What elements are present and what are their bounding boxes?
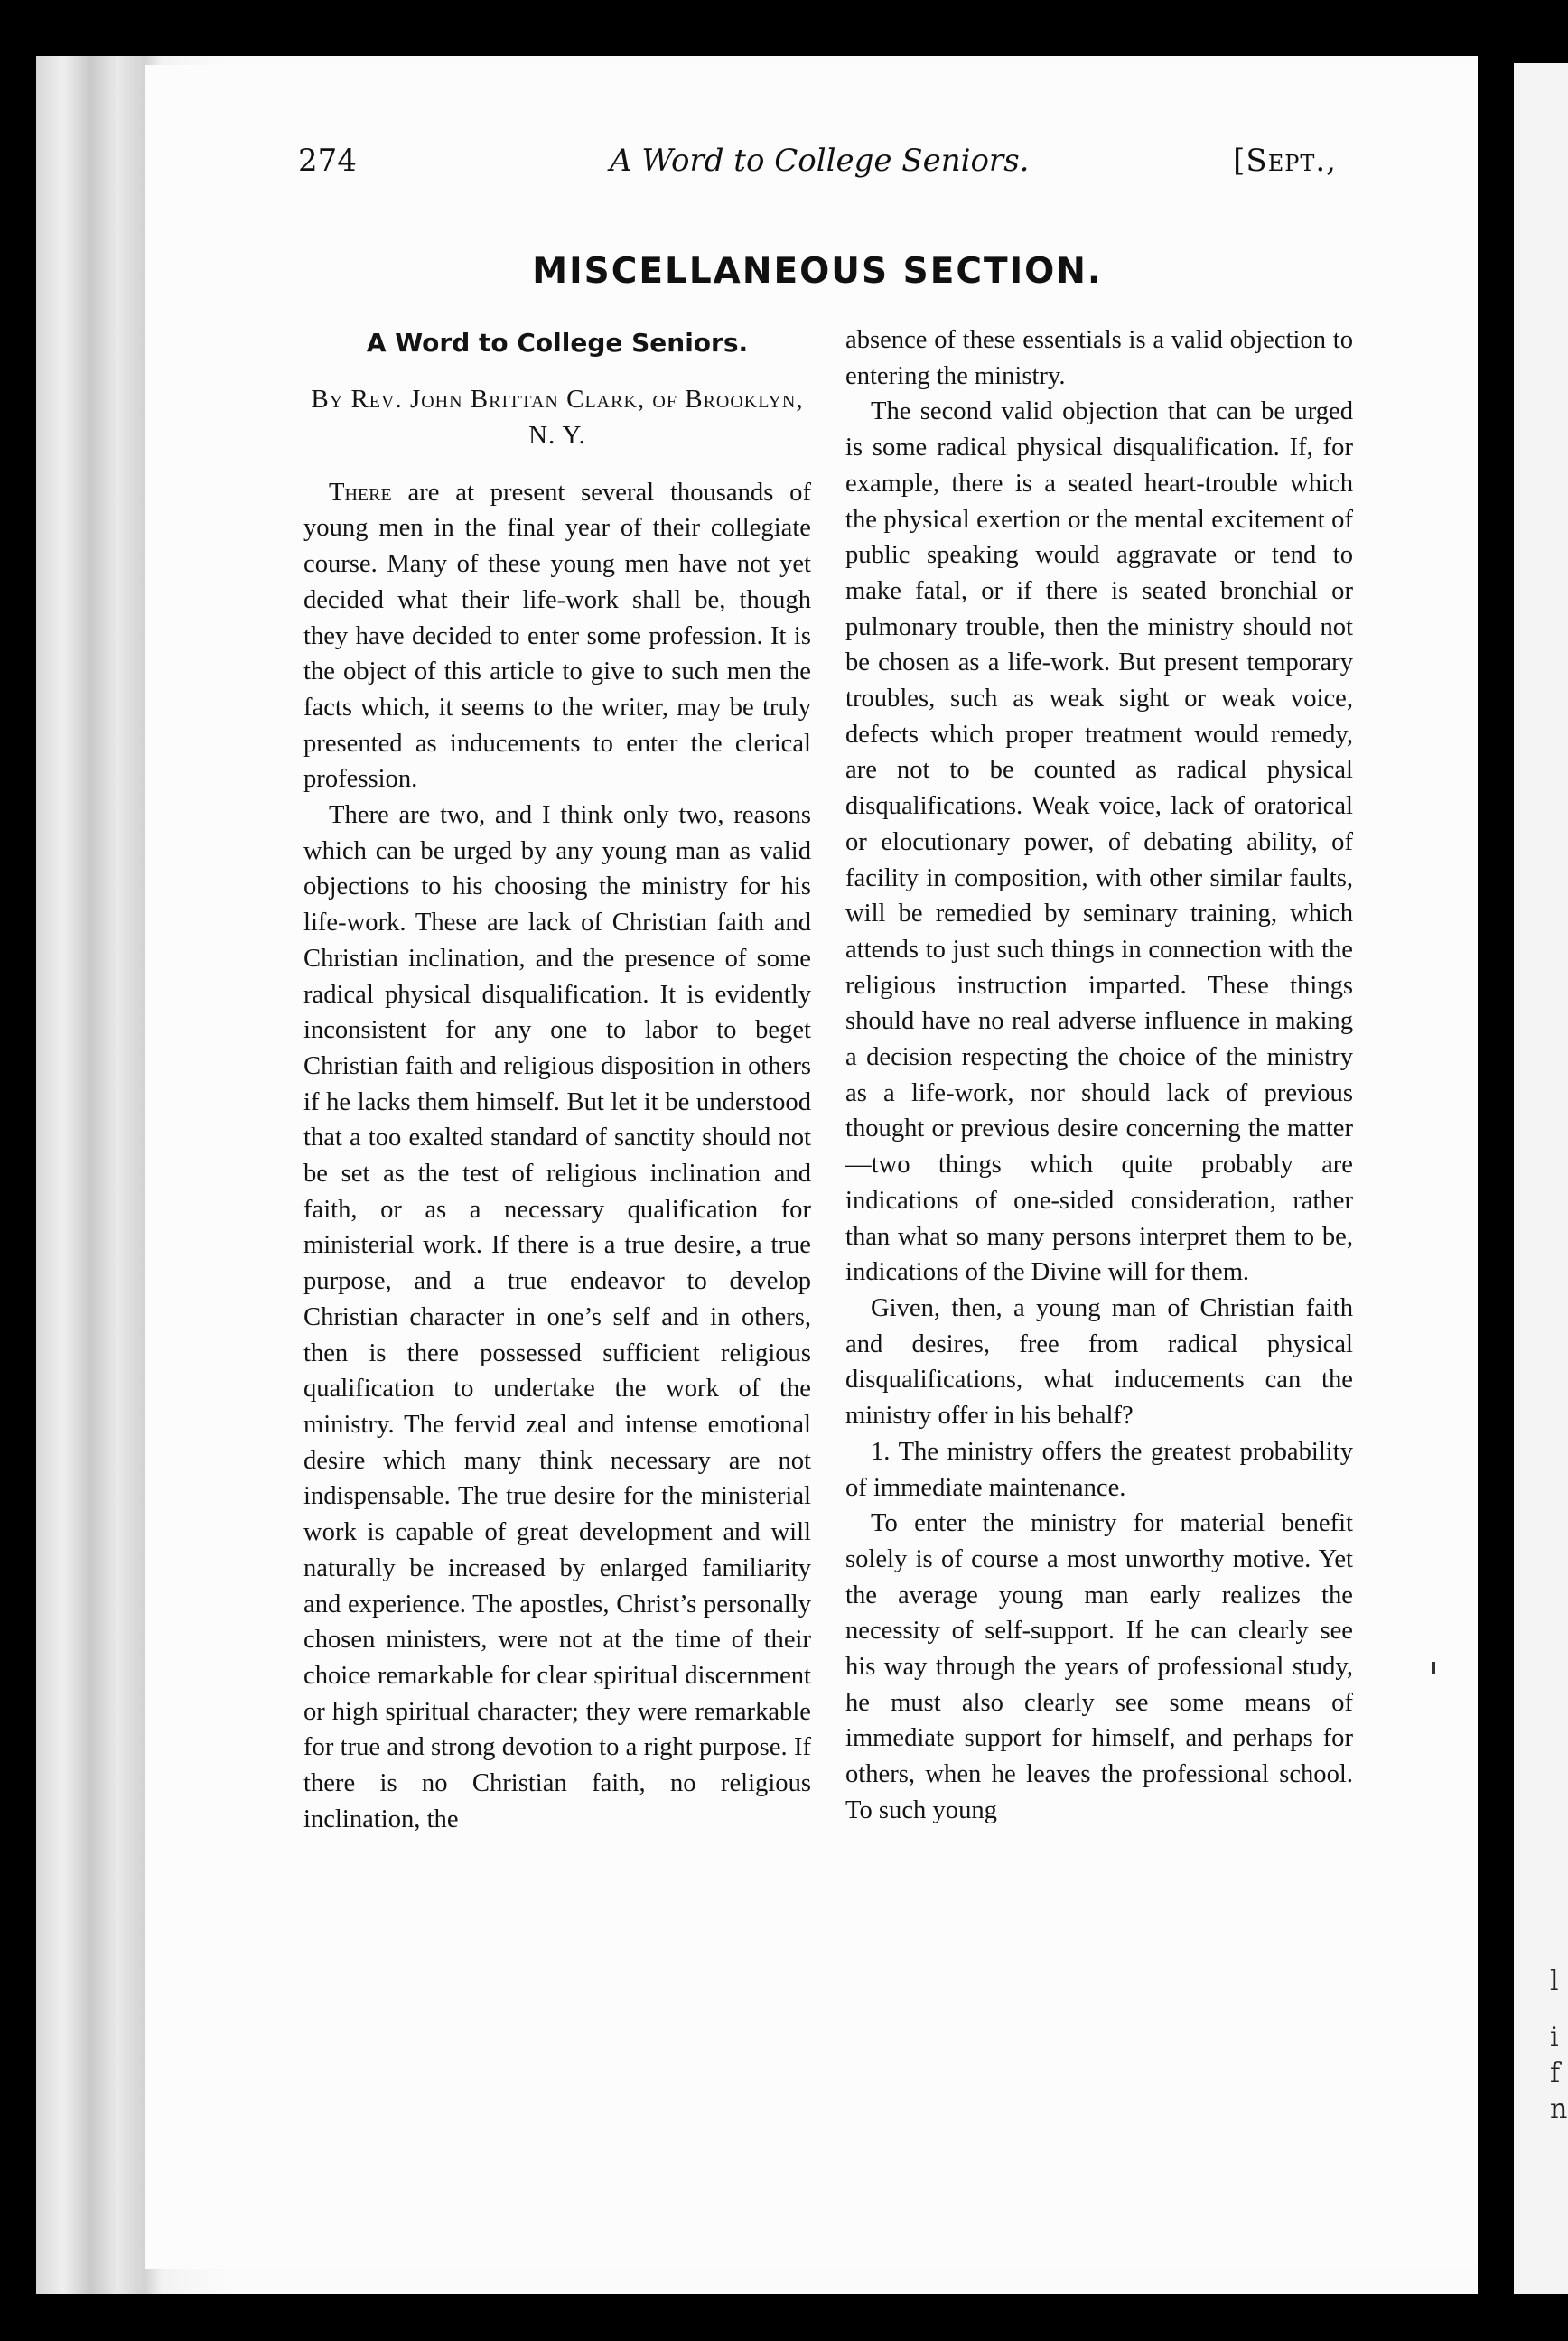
- margin-mark: [1432, 1662, 1435, 1674]
- running-date: [Sept.,: [1233, 143, 1337, 179]
- paragraph: There are two, and I think only two, reasons which can be urged by any young man as valid objections to his choosing the ministry for his life-work. These are lack of Christian faith and Christian inclination, and the presence of some radical physical disqualification. It is evidently inconsistent for any one to labor to beget Christian faith and religious disposition in others if he lacks them himself. But let it be understood that a too exalted standard of sanctity should not be set as the test of religious inclination and faith, or as a necessary qualification for ministerial work. If there is a true desire, a true purpose, and a true endeavor to develop Christian character in one’s self and in others, then is there possessed sufficient religious qualification to undertake the work of the ministry. The fervid zeal and intense emotional desire which many think necessary are not indispensable. The true desire for the ministerial work is capable of great development and will naturally be increased by enlarged familiarity and experience. The apostles, Christ’s personally chosen ministers, were not at the time of their choice remarkable for clear spiritual discernment or high spiritual character; they were remarkable for true and strong devotion to a right purpose. If there is no Christian faith, no religious inclination, the: [303, 801, 811, 1833]
- adjacent-page-strip: [1514, 63, 1568, 2294]
- adjacent-page-letter: i: [1550, 2021, 1559, 2053]
- paragraph: The second valid objection that can be urged is some radical physical disqualification. If, for example, there is a seated heart-trouble which the physical exertion or the mental excitement of public speaking would aggravate or tend to make fatal, or if there is seated bronchial or pulmonary trouble, then the ministry should not be chosen as a life-work. But present temporary troubles, such as weak sight or weak voice, defects which proper treatment would remedy, are not to be counted as radical physical disqualifications. Weak voice, lack of oratorical or elocutionary power, of debating ability, of facility in composition, with other similar faults, will be remedied by seminary training, which attends to just such things in connection with the religious instruction imparted. These things should have no real adverse influence in making a decision respecting the choice of the ministry as a life-work, nor should lack of previous thought or previous desire concerning the matter—two things which quite probably are indications of one-sided consideration, rather than what so many persons interpret them to be, indications of the Divine will for them.: [845, 397, 1353, 1287]
- running-head: [298, 143, 1337, 188]
- paragraph: Given, then, a young man of Christian faith and desires, free from radical physical disqualifications, what inducements can the ministry offer in his behalf?: [845, 1293, 1353, 1431]
- adjacent-page-letter: l: [1550, 1965, 1559, 1997]
- adjacent-page-letter: f: [1550, 2057, 1561, 2089]
- lead-word: There: [329, 478, 392, 507]
- article-byline: By Rev. John Brittan Clark, of Brooklyn, N. Y.: [311, 384, 804, 450]
- right-column: [845, 322, 1353, 1829]
- article-title: A Word to College Seniors.: [366, 328, 749, 358]
- paragraph-text: are at present several thousands of young men in the final year of their collegiate course. Many of these young men have not yet decided what their life-work shall be, though they have decided to enter some profession. It is the object of this article to give to such men the facts which, it seems to the writer, may be truly presented as inducements to enter the clerical profession.: [303, 478, 811, 794]
- paragraph: [303, 475, 811, 797]
- left-column: [303, 322, 811, 1837]
- running-title: A Word to College Seniors.: [610, 143, 1030, 179]
- paragraph: 1. The ministry offers the greatest probability of immediate maintenance.: [845, 1437, 1353, 1502]
- paragraph: absence of these essentials is a valid objection to entering the ministry.: [845, 326, 1353, 390]
- paragraph: To enter the ministry for material benefit solely is of course a most unworthy motive. Yet the average young man early realizes the necessity of self-support. If he can clearly see his way through the years of professional study, he must also clearly see some means of immediate support for himself, and perhaps for others, when he leaves the professional school. To such young: [845, 1509, 1353, 1824]
- page-number: 274: [298, 143, 357, 179]
- section-title: MISCELLANEOUS SECTION.: [532, 251, 1103, 292]
- adjacent-page-letter: n: [1550, 2094, 1568, 2125]
